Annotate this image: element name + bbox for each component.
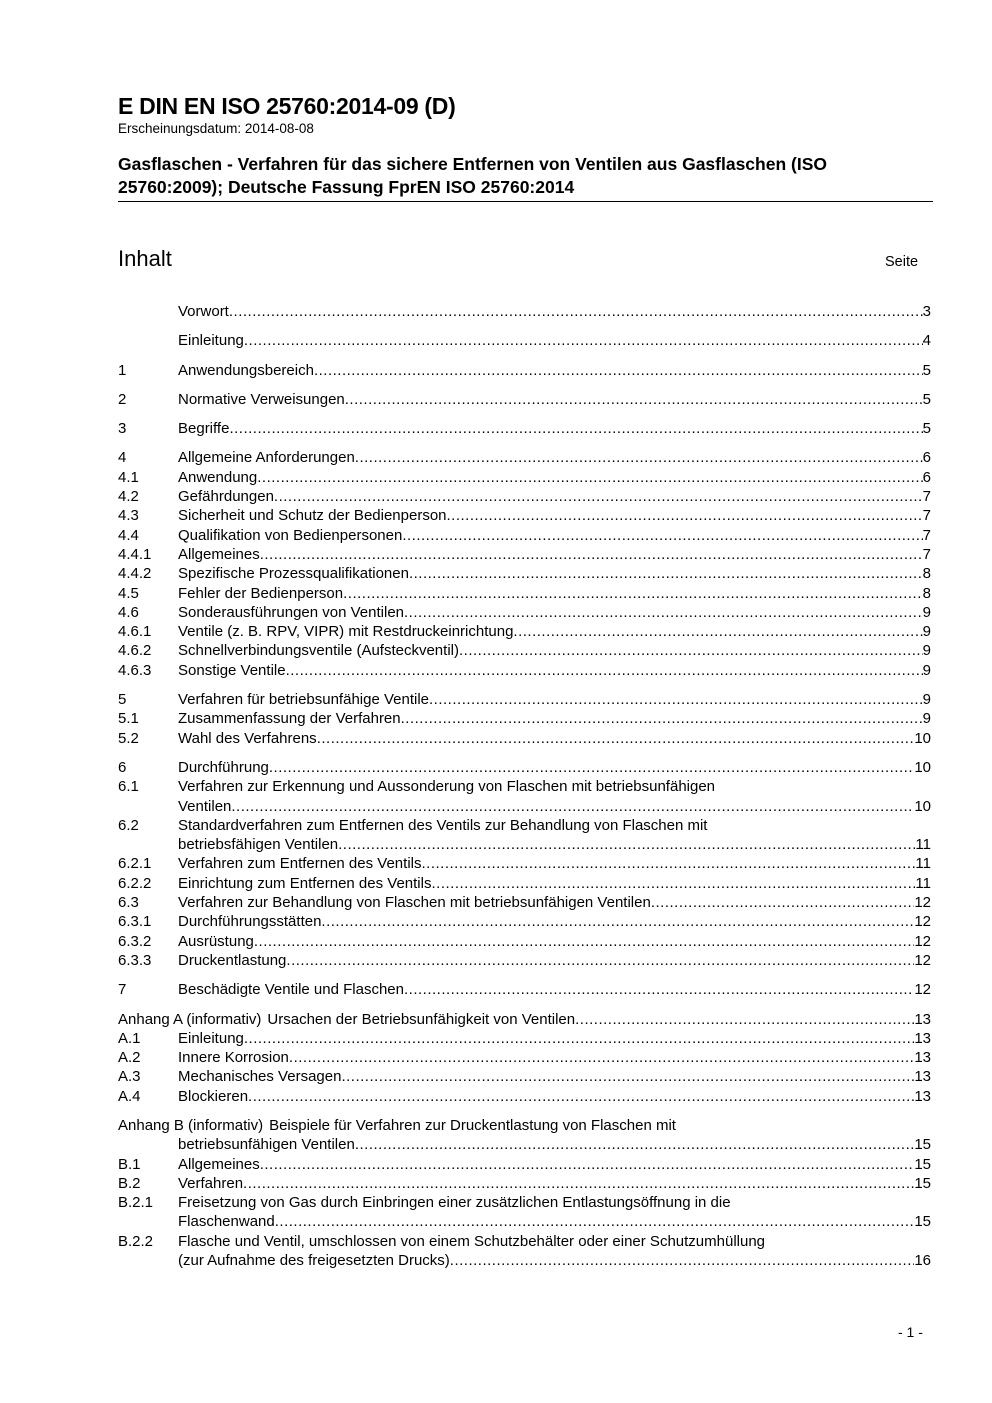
toc-line	[118, 603, 931, 622]
toc-entry[interactable]	[118, 361, 931, 380]
toc-entry-number: B.2.1	[118, 1194, 154, 1212]
toc-entry-page: 6	[922, 468, 931, 486]
toc-entry-number: 4.5	[118, 584, 139, 602]
dot-leader	[575, 1010, 914, 1029]
toc-entry-title: Beschädigte Ventile und Flaschen	[178, 981, 404, 999]
toc-indent	[118, 1135, 178, 1154]
publication-date: Erscheinungsdatum: 2014-08-08	[118, 121, 314, 136]
toc-line	[118, 980, 931, 999]
dot-leader	[401, 709, 923, 728]
toc-entry-title: Verfahren zum Entfernen des Ventils	[178, 855, 422, 873]
toc-entry-title: Allgemeines	[178, 1155, 260, 1173]
toc-entry-page: 16	[914, 1252, 931, 1270]
toc-entry-title: Durchführungsstätten	[178, 913, 322, 931]
dot-leader	[447, 506, 923, 525]
toc-group	[118, 302, 931, 321]
toc-group	[118, 980, 931, 999]
toc-entry-title: Begriffe	[178, 420, 230, 438]
dot-leader	[274, 487, 923, 506]
toc-entry-number: B.2.2	[118, 1232, 154, 1250]
toc-entry[interactable]	[118, 816, 931, 855]
toc-entry-title: Verfahren für betriebsunfähige Ventile	[178, 691, 430, 709]
toc-line	[118, 1155, 931, 1174]
toc-entry[interactable]	[118, 584, 931, 603]
toc-line	[118, 448, 931, 467]
toc-line	[118, 1029, 931, 1048]
toc-group	[118, 419, 931, 438]
dot-leader	[248, 1087, 914, 1106]
toc-entry-page: 11	[915, 874, 931, 892]
toc-entry-page: 12	[914, 932, 931, 950]
toc-group	[118, 361, 931, 380]
toc-line	[118, 1116, 931, 1135]
toc-line	[118, 777, 931, 796]
toc-entry[interactable]	[118, 951, 931, 970]
toc-entry-number: 3	[118, 420, 127, 438]
toc-entry-number: 6.1	[118, 778, 139, 796]
toc-entry-page: 6	[922, 449, 931, 467]
toc-entry[interactable]	[118, 526, 931, 545]
toc-line	[118, 487, 931, 506]
toc-entry[interactable]	[118, 487, 931, 506]
toc-entry[interactable]	[118, 1010, 931, 1029]
toc-entry-number: 6.2.2	[118, 874, 152, 892]
toc-line	[118, 419, 931, 438]
document-title: Gasflaschen - Verfahren für das sichere Entfernen von Ventilen aus Gasflaschen (ISO 25760:2009); Deutsche Fassung FprEN ISO 25760:2014	[118, 153, 933, 202]
dot-leader	[404, 980, 914, 999]
toc-group	[118, 1116, 931, 1270]
toc-line	[118, 564, 931, 583]
toc-entry-page: 9	[922, 691, 931, 709]
dot-leader	[260, 545, 923, 564]
toc-entry-title: Durchführung	[178, 758, 269, 776]
toc-entry-page: 12	[914, 951, 931, 969]
toc-entry[interactable]	[118, 302, 931, 321]
toc-entry[interactable]	[118, 1087, 931, 1106]
toc-entry-number: 7	[118, 981, 127, 999]
toc-entry-number: 4.4	[118, 526, 139, 544]
toc-entry-page: 9	[922, 661, 931, 679]
toc-entry[interactable]	[118, 641, 931, 660]
toc-line	[118, 302, 931, 321]
toc-entry-number: 4.2	[118, 488, 139, 506]
toc-group	[118, 758, 931, 970]
toc-entry-title: Einleitung	[178, 332, 244, 350]
toc-entry-number: A.2	[118, 1049, 141, 1067]
toc-entry-number: 4.3	[118, 507, 139, 525]
toc-entry-title: Anwendung	[178, 468, 258, 486]
dot-leader	[402, 526, 922, 545]
toc-line	[118, 758, 931, 777]
toc-entry-title: Einleitung	[178, 1029, 244, 1047]
toc-entry-page: 9	[922, 710, 931, 728]
toc-entry-title: Anwendungsbereich	[178, 361, 314, 379]
toc-entry-title-continued: Ventilen	[178, 797, 232, 815]
toc-entry-title: Schnellverbindungsventile (Aufsteckventil)	[178, 642, 459, 660]
toc-entry-page: 8	[922, 584, 931, 602]
toc-entry-title-continued: betriebsfähigen Ventilen	[178, 836, 339, 854]
toc-line	[118, 1174, 931, 1193]
table-of-contents	[118, 302, 931, 1270]
toc-entry-page: 7	[922, 507, 931, 525]
toc-entry-title: Innere Korrosion	[178, 1049, 289, 1067]
dot-leader	[286, 951, 914, 970]
toc-entry-title: Qualifikation von Bedienpersonen	[178, 526, 403, 544]
toc-entry-title: Flasche und Ventil, umschlossen von einem Schutzbehälter oder einer Schutzumhüllung	[178, 1232, 766, 1250]
toc-entry-page: 10	[914, 729, 931, 747]
toc-line	[118, 622, 931, 641]
dot-leader	[229, 419, 922, 438]
toc-entry[interactable]	[118, 932, 931, 951]
dot-leader	[244, 331, 923, 350]
toc-indent	[118, 797, 178, 816]
toc-entry-number: 4.6.3	[118, 661, 152, 679]
toc-line	[118, 709, 931, 728]
toc-line	[118, 361, 931, 380]
toc-entry-page: 10	[914, 758, 931, 776]
toc-entry-title: Allgemeines	[178, 545, 260, 563]
dot-leader	[314, 361, 923, 380]
toc-entry[interactable]	[118, 603, 931, 622]
toc-entry[interactable]	[118, 468, 931, 487]
toc-line	[118, 912, 931, 931]
toc-entry-title: Sonstige Ventile	[178, 661, 286, 679]
toc-entry[interactable]	[118, 1029, 931, 1048]
toc-entry-number: 4.6.1	[118, 623, 152, 641]
toc-entry-page: 13	[914, 1049, 931, 1067]
dot-leader	[338, 835, 915, 854]
toc-entry[interactable]	[118, 709, 931, 728]
toc-entry[interactable]	[118, 1232, 931, 1271]
dot-leader	[269, 758, 914, 777]
dot-leader	[275, 1212, 915, 1231]
toc-entry-title: Ausrüstung	[178, 932, 254, 950]
toc-line	[118, 1087, 931, 1106]
toc-entry-number: 6.2.1	[118, 855, 152, 873]
toc-entry-number: 6.3.3	[118, 951, 152, 969]
toc-entry-page: 7	[922, 488, 931, 506]
toc-entry-title: Verfahren	[178, 1174, 244, 1192]
toc-entry-page: 15	[914, 1136, 931, 1154]
toc-line	[118, 390, 931, 409]
toc-entry-number: 5.1	[118, 710, 139, 728]
toc-entry-page: 9	[922, 603, 931, 621]
dot-leader	[286, 661, 923, 680]
toc-line	[118, 835, 931, 854]
toc-entry[interactable]	[118, 980, 931, 999]
toc-entry-page: 3	[922, 303, 931, 320]
toc-indent	[118, 835, 178, 854]
dot-leader	[321, 912, 914, 931]
toc-entry-number: 4.4.1	[118, 545, 152, 563]
toc-entry-number: 1	[118, 361, 127, 379]
toc-entry-title: Allgemeine Anforderungen	[178, 449, 355, 467]
toc-line	[118, 545, 931, 564]
toc-entry-title: Sicherheit und Schutz der Bedienperson	[178, 507, 447, 525]
document-id: E DIN EN ISO 25760:2014-09 (D)	[118, 93, 456, 119]
toc-line	[118, 331, 931, 350]
toc-entry-title: Vorwort	[178, 303, 229, 320]
toc-entry-page: 7	[922, 545, 931, 563]
toc-entry-title: Mechanisches Versagen	[178, 1068, 342, 1086]
toc-entry-page: 12	[914, 981, 931, 999]
toc-line	[118, 1135, 931, 1154]
toc-entry-page: 13	[914, 1087, 931, 1105]
toc-line	[118, 797, 931, 816]
dot-leader	[229, 302, 923, 321]
toc-entry[interactable]	[118, 545, 931, 564]
toc-entry-number	[118, 331, 178, 350]
dot-leader	[450, 1251, 915, 1270]
toc-line	[118, 932, 931, 951]
toc-line	[118, 854, 931, 873]
toc-entry-page: 13	[914, 1029, 931, 1047]
toc-entry-number: 6	[118, 758, 127, 776]
toc-entry-page: 5	[922, 390, 931, 408]
toc-group	[118, 390, 931, 409]
toc-entry[interactable]	[118, 729, 931, 748]
toc-entry-title-continued: (zur Aufnahme des freigesetzten Drucks)	[178, 1252, 450, 1270]
document-header	[118, 92, 933, 202]
toc-entry-page: 9	[922, 623, 931, 641]
toc-entry-number: 6.3.2	[118, 932, 152, 950]
dot-leader	[231, 797, 914, 816]
toc-entry-title: Druckentlastung	[178, 951, 287, 969]
toc-entry-title: Standardverfahren zum Entfernen des Ventils zur Behandlung von Flaschen mit	[178, 816, 708, 834]
toc-entry-page: 10	[914, 797, 931, 815]
toc-entry[interactable]	[118, 661, 931, 680]
toc-entry-number: 6.3.1	[118, 913, 152, 931]
toc-group	[118, 448, 931, 680]
toc-entry-page: 15	[914, 1213, 931, 1231]
dot-leader	[421, 854, 915, 873]
toc-entry-number: 4.6.2	[118, 642, 152, 660]
toc-line	[118, 951, 931, 970]
toc-entry-number: 6.3	[118, 894, 139, 912]
dot-leader	[317, 729, 915, 748]
toc-entry[interactable]	[118, 1048, 931, 1067]
dot-leader	[243, 1174, 914, 1193]
toc-entry-page: 4	[922, 332, 931, 350]
dot-leader	[244, 1029, 914, 1048]
toc-line	[118, 1212, 931, 1231]
toc-entry-page: 9	[922, 642, 931, 660]
toc-line	[118, 1048, 931, 1067]
toc-line	[118, 641, 931, 660]
toc-line	[118, 729, 931, 748]
dot-leader	[341, 1067, 914, 1086]
toc-entry[interactable]	[118, 419, 931, 438]
toc-line	[118, 1232, 931, 1251]
dot-leader	[355, 1135, 915, 1154]
toc-line	[118, 690, 931, 709]
dot-leader	[257, 468, 922, 487]
toc-entry-number: 4.1	[118, 468, 139, 486]
toc-entry-number: 5.2	[118, 729, 139, 747]
toc-entry-title: Gefährdungen	[178, 488, 274, 506]
toc-entry-page: 15	[914, 1174, 931, 1192]
toc-line	[118, 1067, 931, 1086]
toc-entry-number: 4.6	[118, 603, 139, 621]
toc-entry-title: Verfahren zur Erkennung und Aussonderung von Flaschen mit betriebsunfähigen	[178, 778, 716, 796]
toc-line	[118, 661, 931, 680]
dot-leader	[260, 1155, 915, 1174]
toc-indent	[118, 1251, 178, 1270]
toc-entry-number: Anhang A (informativ)	[118, 1010, 262, 1028]
toc-entry-number: A.1	[118, 1029, 141, 1047]
toc-entry-title: Blockieren	[178, 1087, 249, 1105]
toc-entry-title: Sonderausführungen von Ventilen	[178, 603, 405, 621]
toc-entry[interactable]	[118, 1193, 931, 1232]
toc-entry-title-continued: Flaschenwand	[178, 1213, 275, 1231]
toc-entry-page: 7	[922, 526, 931, 544]
toc-line	[118, 874, 931, 893]
toc-entry-title: Beispiele für Verfahren zur Druckentlastung von Flaschen mit	[269, 1116, 676, 1134]
dot-leader	[409, 564, 923, 583]
dot-leader	[343, 584, 923, 603]
dot-leader	[289, 1048, 914, 1067]
toc-entry[interactable]	[118, 1155, 931, 1174]
toc-entry-number: A.3	[118, 1068, 141, 1086]
toc-entry-number: 4	[118, 449, 127, 467]
toc-entry-number: Anhang B (informativ)	[118, 1116, 264, 1134]
toc-entry-number: B.2	[118, 1174, 141, 1192]
toc-entry-number	[118, 302, 178, 321]
toc-group	[118, 690, 931, 748]
dot-leader	[651, 893, 914, 912]
toc-entry-title: Wahl des Verfahrens	[178, 729, 317, 747]
toc-entry[interactable]	[118, 622, 931, 641]
toc-entry-title: Ursachen der Betriebsunfähigkeit von Ventilen	[267, 1010, 576, 1028]
toc-entry[interactable]	[118, 854, 931, 873]
toc-entry-number: 5	[118, 691, 127, 709]
toc-entry[interactable]	[118, 390, 931, 409]
toc-entry-number: 6.2	[118, 816, 139, 834]
toc-entry-title-continued: betriebsunfähigen Ventilen	[178, 1136, 355, 1154]
toc-line	[118, 816, 931, 835]
dot-leader	[404, 603, 923, 622]
dot-leader	[429, 690, 923, 709]
dot-leader	[431, 874, 915, 893]
toc-entry[interactable]	[118, 874, 931, 893]
dot-leader	[254, 932, 914, 951]
toc-entry[interactable]	[118, 1174, 931, 1193]
toc-entry-page: 12	[914, 913, 931, 931]
toc-entry[interactable]	[118, 564, 931, 583]
toc-entry-title: Spezifische Prozessqualifikationen	[178, 565, 409, 583]
toc-entry[interactable]	[118, 777, 931, 816]
toc-entry-title: Normative Verweisungen	[178, 390, 345, 408]
toc-group	[118, 1010, 931, 1106]
toc-entry-page: 13	[914, 1010, 931, 1028]
dot-leader	[355, 448, 923, 467]
toc-entry-page: 13	[914, 1068, 931, 1086]
page-number: - 1 -	[898, 1324, 923, 1340]
toc-entry-title: Freisetzung von Gas durch Einbringen einer zusätzlichen Entlastungsöffnung in die	[178, 1194, 731, 1212]
toc-line	[118, 893, 931, 912]
toc-entry-title: Verfahren zur Behandlung von Flaschen mit betriebsunfähigen Ventilen	[178, 894, 651, 912]
toc-entry-page: 8	[922, 565, 931, 583]
toc-line	[118, 1193, 931, 1212]
toc-entry[interactable]	[118, 1067, 931, 1086]
toc-entry-page: 15	[914, 1155, 931, 1173]
toc-line	[118, 468, 931, 487]
toc-line	[118, 1251, 931, 1270]
toc-entry[interactable]	[118, 690, 931, 709]
toc-entry-title: Fehler der Bedienperson	[178, 584, 344, 602]
toc-entry-title: Einrichtung zum Entfernen des Ventils	[178, 874, 432, 892]
toc-entry-page: 12	[914, 894, 931, 912]
toc-entry-number: B.1	[118, 1155, 141, 1173]
toc-entry-page: 5	[922, 420, 931, 438]
toc-entry-page: 5	[922, 361, 931, 379]
toc-indent	[118, 1212, 178, 1231]
toc-entry[interactable]	[118, 331, 931, 350]
toc-line	[118, 584, 931, 603]
toc-entry-page: 11	[915, 855, 931, 873]
toc-heading: Inhalt	[118, 246, 172, 271]
toc-entry-number: 2	[118, 390, 127, 408]
toc-entry-title: Zusammenfassung der Verfahren	[178, 710, 401, 728]
toc-entry[interactable]	[118, 758, 931, 777]
toc-entry[interactable]	[118, 1116, 931, 1155]
page-column-label: Seite	[885, 254, 919, 270]
toc-entry-title: Ventile (z. B. RPV, VIPR) mit Restdruckeinrichtung	[178, 623, 514, 641]
dot-leader	[513, 622, 922, 641]
toc-entry[interactable]	[118, 448, 931, 467]
toc-group	[118, 331, 931, 350]
toc-entry-page: 11	[915, 836, 931, 854]
toc-entry[interactable]	[118, 912, 931, 931]
toc-line	[118, 526, 931, 545]
toc-line	[118, 506, 931, 525]
toc-entry[interactable]	[118, 893, 931, 912]
toc-entry-number: A.4	[118, 1087, 141, 1105]
toc-line	[118, 1010, 931, 1029]
toc-entry[interactable]	[118, 506, 931, 525]
toc-entry-number: 4.4.2	[118, 565, 152, 583]
dot-leader	[459, 641, 923, 660]
dot-leader	[345, 390, 923, 409]
